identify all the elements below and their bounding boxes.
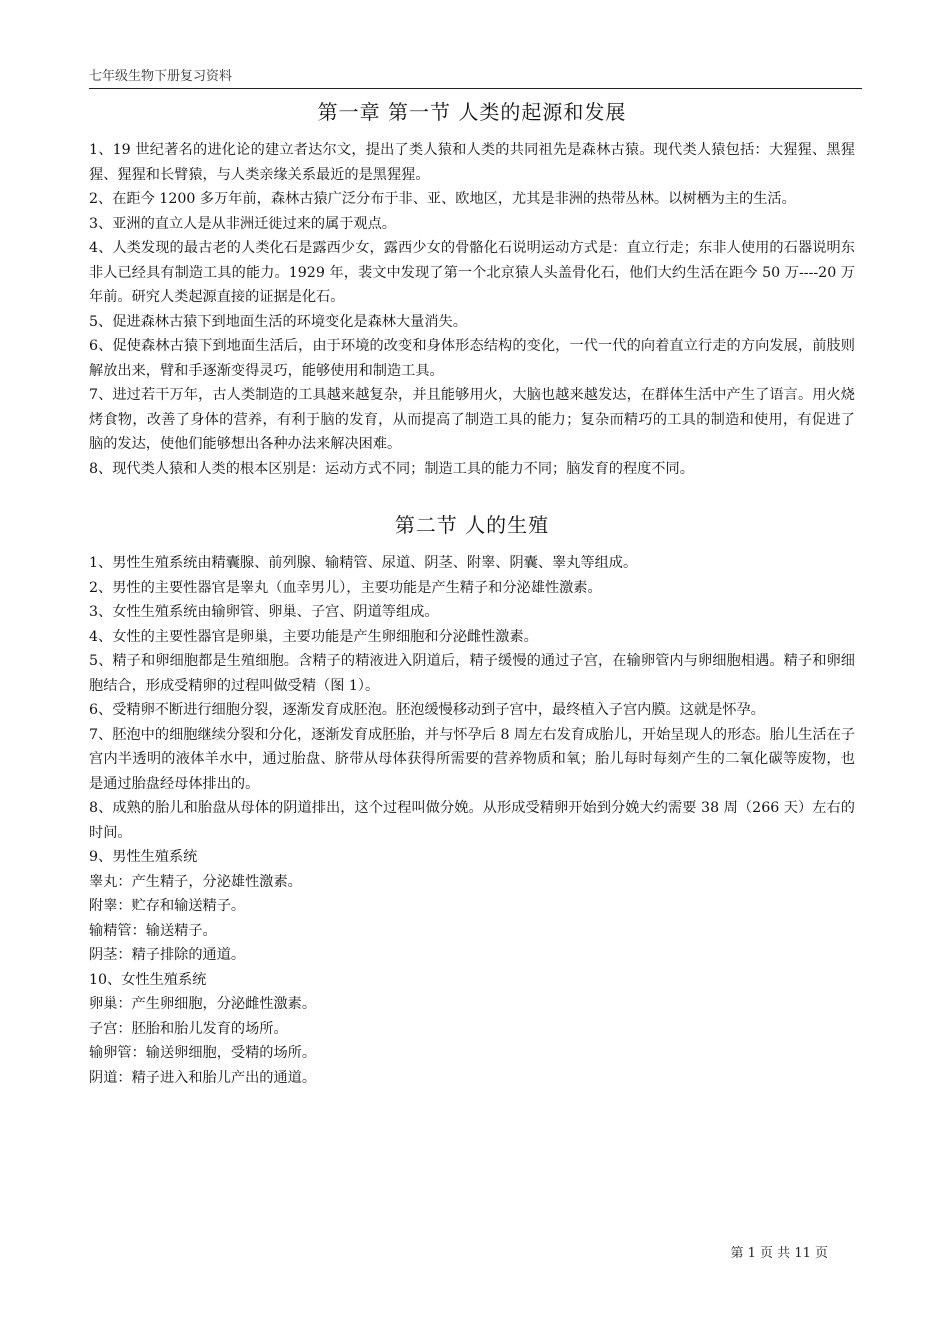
page-footer bbox=[0, 1242, 950, 1261]
paragraph: 2、在距今 1200 多万年前，森林古猿广泛分布于非、亚、欧地区，尤其是非洲的热带丛林。以树栖为主的生活。 bbox=[89, 191, 796, 207]
chapter-title: 第一章 第一节 人类的起源和发展 bbox=[317, 100, 627, 124]
document-header: 七年级生物下册复习资料 bbox=[89, 68, 862, 89]
section-title: 第二节 人的生殖 bbox=[394, 513, 550, 537]
paragraph: 8、现代类人猿和人类的根本区别是：运动方式不同；制造工具的能力不同；脑发育的程度不同。 bbox=[89, 460, 694, 477]
list-heading: 10、女性生殖系统 bbox=[89, 971, 207, 988]
document-body bbox=[89, 92, 855, 1090]
list-heading: 9、男性生殖系统 bbox=[89, 849, 198, 865]
paragraph: 4、女性的主要性器官是卵巢，主要功能是产生卵细胞和分泌雌性激素。 bbox=[89, 628, 538, 645]
list-item: 阴道：精子进入和胎儿产出的通道。 bbox=[89, 1069, 317, 1086]
paragraph: 8、成熟的胎儿和胎盘从母体的阴道排出，这个过程叫做分娩。从形成受精卵开始到分娩大约需要 38 周（266 天）左右的时间。 bbox=[89, 800, 855, 841]
section2-content bbox=[89, 551, 855, 1090]
list-item: 睾丸：产生精子，分泌雄性激素。 bbox=[89, 873, 302, 890]
paragraph: 5、精子和卵细胞都是生殖细胞。含精子的精液进入阴道后，精子缓慢的通过子宫，在输卵管内与卵细胞相遇。精子和卵细胞结合，形成受精卵的过程叫做受精（图 1）。 bbox=[89, 653, 855, 694]
paragraph: 6、促使森林古猿下到地面生活后，由于环境的改变和身体形态结构的变化，一代一代的向着直立行走的方向发展，前肢则解放出来，臂和手逐渐变得灵巧，能够使用和制造工具。 bbox=[89, 338, 855, 379]
paragraph: 3、女性生殖系统由输卵管、卵巢、子宫、阴道等组成。 bbox=[89, 604, 439, 620]
paragraph: 1、19 世纪著名的进化论的建立者达尔文，提出了类人猿和人类的共同祖先是森林古猿。现代类人猿包括：大猩猩、黑猩猩、猩猩和长臂猿，与人类亲缘关系最近的是黑猩猩。 bbox=[89, 142, 855, 183]
paragraph: 2、男性的主要性器官是睾丸（血幸男儿），主要功能是产生精子和分泌雄性激素。 bbox=[89, 579, 602, 596]
list-item: 子宫：胚胎和胎儿发育的场所。 bbox=[89, 1020, 288, 1037]
paragraph: 5、促进森林古猿下到地面生活的环境变化是森林大量消失。 bbox=[89, 313, 467, 330]
list-item: 输精管：输送精子。 bbox=[89, 922, 217, 939]
list-item: 附睾：贮存和输送精子。 bbox=[89, 898, 246, 914]
list-item: 卵巢：产生卵细胞，分泌雌性激素。 bbox=[89, 996, 317, 1012]
paragraph: 1、男性生殖系统由精囊腺、前列腺、输精管、尿道、阴茎、附睾、阴囊、睾丸等组成。 bbox=[89, 555, 638, 571]
chapter1-content bbox=[89, 138, 855, 481]
list-item: 输卵管：输送卵细胞，受精的场所。 bbox=[89, 1045, 317, 1061]
paragraph: 7、胚泡中的细胞继续分裂和分化，逐渐发育成胚胎，并与怀孕后 8 周左右发育成胎儿，开始呈现人的形态。胎儿生活在子宫内半透明的液体羊水中，通过胎盘、脐带从母体获得所需要的营养物质和氧；胎儿每时每刻产生的二氧化碳等废物，也是通过胎盘经母体排出的。 bbox=[89, 726, 855, 792]
paragraph: 4、人类发现的最古老的人类化石是露西少女，露西少女的骨骼化石说明运动方式是：直立行走；东非人使用的石器说明东非人已经具有制造工具的能力。1929 年，裴文中发现了第一个北京猿人头盖骨化石，他们大约生活在距今 50 万----20 万年前。研究人类起源直接的证据是化石。 bbox=[89, 240, 855, 305]
paragraph: 6、受精卵不断进行细胞分裂，逐渐发育成胚泡。胚泡缓慢移动到子宫中，最终植入子宫内膜。这就是怀孕。 bbox=[89, 702, 765, 718]
paragraph: 7、进过若干万年，古人类制造的工具越来越复杂，并且能够用火，大脑也越来越发达，在群体生活中产生了语言。用火烧烤食物，改善了身体的营养，有利于脑的发育，从而提高了制造工具的能力；复杂而精巧的工具的制造和使用，有促进了脑的发达，使他们能够想出各种办法来解决困难。 bbox=[89, 387, 855, 452]
list-item: 阴茎：精子排除的通道。 bbox=[89, 947, 246, 963]
page-number: 第 1 页 共 11 页 bbox=[730, 1246, 828, 1261]
paragraph: 3、亚洲的直立人是从非洲迁徙过来的属于观点。 bbox=[89, 215, 396, 232]
